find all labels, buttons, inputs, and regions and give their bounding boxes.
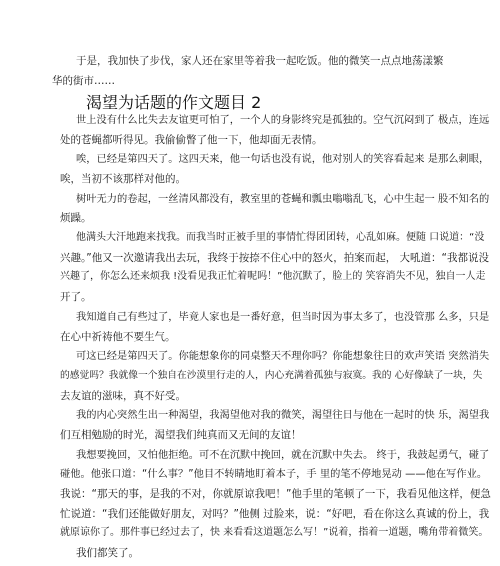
body-line: 我们都笑了。	[76, 547, 139, 559]
body-line: 唉，当初不该那样对他的。	[60, 173, 186, 185]
section-title: 渴望为话题的作文题目 2	[86, 93, 262, 112]
body-line: 我说：“那天的事，是我的不对，你就原谅我吧！”他手里的笔顿了一下，我看见他这样，便急	[60, 488, 491, 500]
body-line: 唉，已经是第四天了。这四天来，他一句话也没有说，他对别人的笑容看起来 是那么刺眼，	[76, 153, 490, 165]
body-line: 树叶无力的卷起，一丝清风都没有，教室里的苍蝇和瓢虫嗡嗡乱飞，心中生起一 股不知名的	[76, 193, 490, 205]
intro-line: 于是，我加快了步伐，家人还在家里等着我一起吃饭。他的微笑一点点地荡漾繁	[76, 55, 444, 67]
body-line: 碰他。他张口道：“什么事？”他目不转睛地盯着本子，手 里的笔不停地晃动 ——他在写作业。	[60, 468, 488, 480]
body-line: 我知道自己有些过了，毕竟人家也是一番好意，但当时因为事太多了，也没管那 么多，只是	[76, 311, 490, 323]
body-line: 去友谊的滋味，真不好受。	[60, 390, 186, 402]
body-line: 可这已经是第四天了。你能想象你的同桌整天不理你吗？你能想象往日的欢声笑语 突然消失	[76, 350, 490, 362]
body-line: 处的苍蝇都听得见。我偷偷瞥了他一下，他却面无表情。	[60, 134, 323, 146]
body-line: 世上没有什么比失去友谊更可怕了，一个人的身影终究是孤独的。空气沉闷到了 极点，连远	[76, 114, 490, 126]
body-line: 我想要挽回，又怕他拒绝。可不在沉默中挽回，就在沉默中失去。 终于，我鼓起勇气，碰了	[76, 449, 490, 461]
body-line: 就原谅你了。那件事已经过去了，快 来看看这道题怎么写！”说着，指着一道题，嘴角带着微笑。	[60, 527, 489, 538]
body-line: 兴趣了，你怎么还来烦我 !没看见我正忙着呢吗！”他沉默了，脸上的 笑容消失不见，独自一人走	[60, 271, 486, 282]
intro-line: 华的街市……	[52, 75, 115, 87]
body-line: 烦躁。	[60, 212, 92, 224]
body-line: 他满头大汗地跑来找我。而我当时正被手里的事情忙得团团转，心乱如麻。便随 口说道：“没	[76, 232, 485, 243]
body-line: 开了。	[60, 291, 92, 303]
body-line: 在心中祈祷他不要生气。	[60, 331, 176, 343]
body-line: 忙说道：“我们还能做好朋友，对吗？”他侧 过脸来，说：“好吧，看在你这么真诚的份上，我	[60, 508, 490, 520]
body-line: 们互相勉励的时光，渴望我们纯真而又无间的友谊！	[60, 429, 302, 441]
body-line: 兴趣。”他又一次邀请我出去玩，我终于按捺不住心中的怒火，拍案而起， 大吼道：“我都说没	[60, 252, 489, 264]
body-line: 的感觉吗？我就像一个独自在沙漠里行走的人，内心充满着孤独与寂寞。我的 心好像缺了一块，失	[60, 370, 483, 381]
body-line: 我的内心突然生出一种渴望，我渴望他对我的微笑，渴望往日与他在一起时的快 乐，渴望我	[76, 409, 490, 421]
